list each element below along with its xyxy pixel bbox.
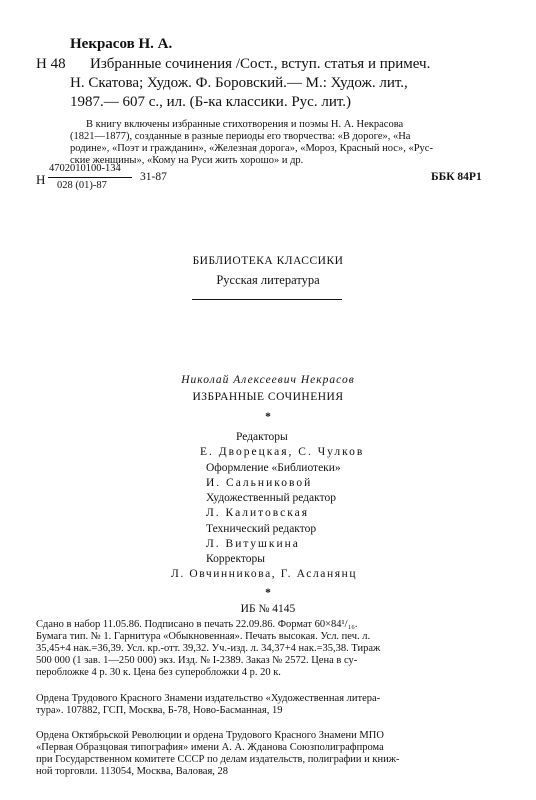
printer-line-3: при Государственном комитете СССР по делам издательств, полиграфии и книж- [36,754,400,765]
card-code-numerator: 4702010100-134 [49,163,121,174]
print-line-1: Сдано в набор 11.05.86. Подписано в печать 22.09.86. Формат 60×84¹/₁₆. [36,619,358,630]
printer-line-1: Ордена Октябрьской Революции и ордена Трудового Красного Знамени МПО [36,730,384,741]
colophon-book-title: ИЗБРАННЫЕ СОЧИНЕНИЯ [192,391,344,403]
colophon-star-1: * [265,411,271,423]
card-code-fraction-bar [48,177,132,178]
credit-role-editors: Редакторы [236,431,288,443]
card-desc-line-2: Н. Скатова; Худож. Ф. Боровский.— М.: Худож. лит., [70,75,408,91]
publisher-line-2: тура». 107882, ГСП, Москва, Б-78, Ново-Басманная, 19 [36,705,283,716]
colophon-star-2: * [265,587,271,599]
print-line-3: 35,45+4 нак.=36,39. Усл. кр.-отт. 39,32. Уч.-изд. л. 34,37+4 нак.=35,38. Тираж [36,643,381,654]
credit-role-design: Оформление «Библиотеки» [206,462,341,474]
card-bbk: ББК 84Р1 [431,171,482,183]
card-desc-line-1: Избранные сочинения /Сост., вступ. статья и примеч. [90,56,431,72]
credit-role-proofreaders: Корректоры [206,553,265,565]
card-code-denominator: 028 (01)-87 [57,180,107,191]
card-annotation-line-4: ские женщины», «Кому на Руси жить хорошо» и др. [70,155,304,166]
colophon-ib: ИБ № 4145 [240,603,296,615]
printer-line-2: «Первая Образцовая типография» имени А. А. Жданова Союзполиграфпрома [36,742,384,753]
card-annotation-line-3: родине», «Поэт и гражданин», «Железная дорога», «Мороз, Красный нос», «Рус- [70,143,433,154]
credit-names-editors: Е. Дворецкая, С. Чулков [200,446,365,458]
card-author: Некрасов Н. А. [70,36,173,52]
card-annotation-line-1: В книгу включены избранные стихотворения и поэмы Н. А. Некрасова [86,119,404,130]
card-desc-line-3: 1987.— 607 с., ил. (Б-ка классики. Рус. лит.) [70,94,352,110]
credit-role-tech-editor: Технический редактор [206,523,317,535]
colophon-author-name: Николай Алексеевич Некрасов [181,374,355,386]
credit-role-art-editor: Художественный редактор [206,492,336,504]
credit-names-design: И. Сальниковой [206,477,313,489]
credit-names-art-editor: Л. Калитовская [206,507,310,519]
card-code-suffix: 31-87 [140,171,167,183]
publisher-line-1: Ордена Трудового Красного Знамени издательство «Художественная литера- [36,693,381,704]
credit-names-proofreaders: Л. Овчинникова, Г. Асланянц [171,568,358,580]
print-line-2: Бумага тип. № 1. Гарнитура «Обыкновенная». Печать высокая. Усл. печ. л. [36,631,371,642]
card-code-prefix: Н [36,172,46,187]
card-index: Н 48 [36,56,66,72]
print-line-4: 500 000 (1 зав. 1—250 000) экз. Изд. № I-2389. Заказ № 2572. Цена в су- [36,655,358,666]
series-title: БИБЛИОТЕКА КЛАССИКИ [192,255,344,267]
card-annotation-line-2: (1821—1877), созданные в разные периоды его творчества: «В дороге», «На [70,131,411,142]
series-divider [192,299,342,300]
credit-names-tech-editor: Л. Витушкина [206,538,300,550]
printer-line-4: ной торговли. 113054, Москва, Валовая, 28 [36,766,229,777]
print-line-5: перобложке 4 р. 30 к. Цена без суперобложки 4 р. 20 к. [36,667,281,678]
series-subtitle: Русская литература [216,273,320,287]
